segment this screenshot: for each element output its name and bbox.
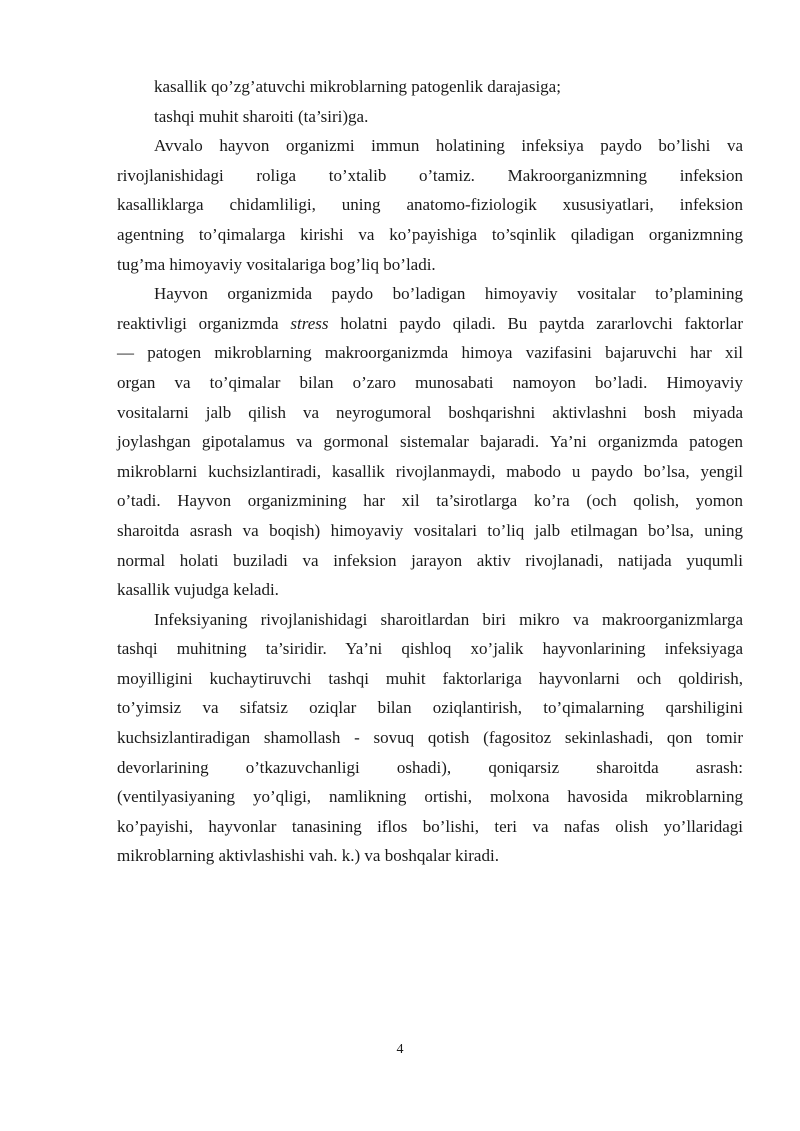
text-line: — patogen mikroblarning makroorganizmda himoya vazifasini bajaruvchi har xil [117,343,743,363]
text-line: ko’payishi, hayvonlar tanasining iflos bo’lishi, teri va nafas olish yo’llaridagi [117,816,743,836]
text-line: to’yimsiz va sifatsiz oziqlar bilan oziqlantirish, to’qimalarning qarshiligini [117,698,743,718]
text-line: tug’ma himoyaviy vositalariga bog’liq bo’ladi. [117,254,436,274]
paragraph [117,605,743,871]
text-line: kasallik vujudga keladi. [117,580,279,600]
list-item: kasallik qo’zg’atuvchi mikroblarning patogenlik darajasiga; [154,77,561,96]
text-segment: holatni paydo qiladi. Bu paytda zararlovchi faktorlar [328,313,743,333]
text-line: Infeksiyaning rivojlanishidagi sharoitlardan biri mikro va makroorganizmlarga [154,609,743,629]
text-line: (ventilyasiyaning yo’qligi, namlikning ortishi, molxona havosida mikroblarning [117,787,743,807]
text-line: normal holati buziladi va infeksion jarayon aktiv rivojlanadi, natijada yuqumli [117,550,743,570]
text-line: Avvalo hayvon organizmi immun holatining infeksiya paydo bo’lishi va [154,136,743,156]
document-page [117,72,743,871]
text-line: mikroblarning aktivlashishi vah. k.) va boshqalar kiradi. [117,846,499,866]
text-line: devorlarining o’tkazuvchanligi oshadi), qoniqarsiz sharoitda asrash: [117,757,743,777]
text-line: kasalliklarga chidamliligi, uning anatomo-fiziologik xususiyatlari, infeksion [117,195,743,215]
list-item: tashqi muhit sharoiti (ta’siri)ga. [154,106,369,126]
text-line: o’tadi. Hayvon organizmining har xil ta’sirotlarga ko’ra (och qolish, yomon [117,491,743,511]
text-line: kuchsizlantiradigan shamollash - sovuq qotish (fagositoz sekinlashadi, qon tomir [117,728,743,748]
page-number: 4 [396,1042,404,1057]
text-line: rivojlanishidagi roliga to’xtalib o’tamiz. Makroorganizmning infeksion [117,165,743,185]
text-line: mikroblarni kuchsizlantiradi, kasallik rivojlanmaydi, mabodo u paydo bo’lsa, yengil [117,461,743,481]
paragraph [117,279,743,605]
text-line: sharoitda asrash va boqish) himoyaviy vositalari to’liq jalb etilmagan bo’lsa, uning [117,520,743,540]
text-line: vositalarni jalb qilish va neyrogumoral boshqarishni aktivlashni bosh miyada [117,402,743,422]
text-line: joylashgan gipotalamus va gormonal sistemalar bajaradi. Ya’ni organizmda patogen [117,432,743,452]
text-line: agentning to’qimalarga kirishi va ko’payishiga to’sqinlik qiladigan organizmning [117,224,743,244]
paragraph [117,131,743,279]
text-line [117,309,743,339]
text-segment: reaktivligi organizmda [117,313,291,333]
emphasis-text: stress [290,313,329,333]
text-line: organ va to’qimalar bilan o’zaro munosabati namoyon bo’ladi. Himoyaviy [117,372,743,392]
text-line: Hayvon organizmida paydo bo’ladigan himoyaviy vositalar to’plamining [154,284,743,304]
text-line: moyilligini kuchaytiruvchi tashqi muhit faktorlariga hayvonlarni och qoldirish, [117,668,743,688]
text-line: tashqi muhitning ta’siridir. Ya’ni qishloq xo’jalik hayvonlarining infeksiyaga [117,639,743,659]
